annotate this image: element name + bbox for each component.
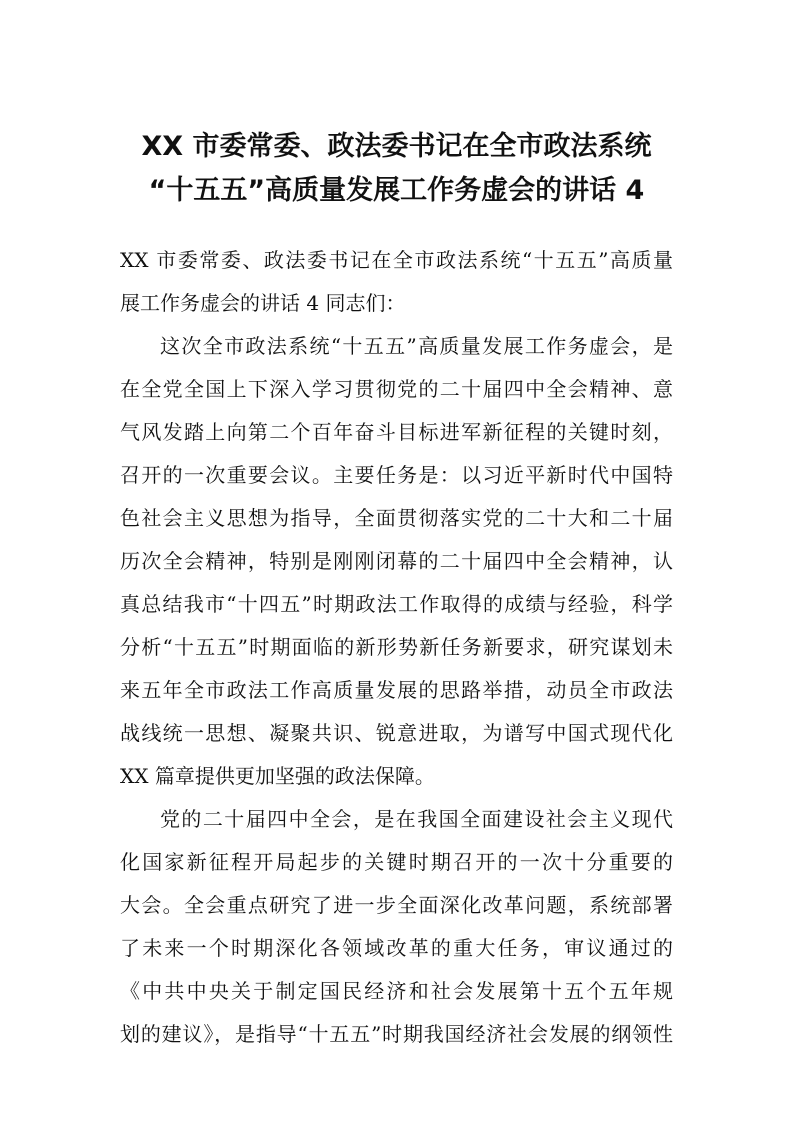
body-line-15: 化国家新征程开局起步的关键时期召开的一次十分重要的 <box>120 850 673 874</box>
body-line-4: 在全党全国上下深入学习贯彻党的二十届四中全会精神、意 <box>120 377 673 401</box>
document-title-line-1: XX 市委常委、政法委书记在全市政法系统 <box>141 131 652 162</box>
body-line-18: 《中共中央关于制定国民经济和社会发展第十五个五年规 <box>120 979 673 1003</box>
body-line-14: 党的二十届四中全会，是在我国全面建设社会主义现代 <box>160 807 673 831</box>
body-line-9: 真总结我市“十四五”时期政法工作取得的成绩与经验，科学 <box>120 592 673 616</box>
body-line-19: 划的建议》，是指导“十五五”时期我国经济社会发展的纲领性 <box>120 1022 673 1046</box>
body-line-8: 历次全会精神，特别是刚刚闭幕的二十届四中全会精神，认 <box>120 549 673 573</box>
document-title-line-2: “十五五”高质量发展工作务虚会的讲话 4 <box>148 175 645 206</box>
body-line-12: 战线统一思想、凝聚共识、锐意进取，为谱写中国式现代化 <box>120 721 673 745</box>
body-line-5: 气风发踏上向第二个百年奋斗目标进军新征程的关键时刻， <box>120 420 673 444</box>
body-line-1: XX 市委常委、政法委书记在全市政法系统“十五五”高质量 <box>120 248 673 272</box>
body-line-10: 分析“十五五”时期面临的新形势新任务新要求，研究谋划未 <box>120 635 673 659</box>
body-line-13: XX 篇章提供更加坚强的政法保障。 <box>120 764 435 788</box>
body-line-6: 召开的一次重要会议。主要任务是：以习近平新时代中国特 <box>120 463 673 487</box>
body-line-16: 大会。全会重点研究了进一步全面深化改革问题，系统部署 <box>120 893 673 917</box>
body-line-7: 色社会主义思想为指导，全面贯彻落实党的二十大和二十届 <box>120 506 673 530</box>
body-line-11: 来五年全市政法工作高质量发展的思路举措，动员全市政法 <box>120 678 673 702</box>
body-line-17: 了未来一个时期深化各领域改革的重大任务，审议通过的 <box>120 936 673 960</box>
body-line-2: 展工作务虚会的讲话 4 同志们： <box>120 291 406 315</box>
body-line-3: 这次全市政法系统“十五五”高质量发展工作务虚会，是 <box>160 334 673 358</box>
